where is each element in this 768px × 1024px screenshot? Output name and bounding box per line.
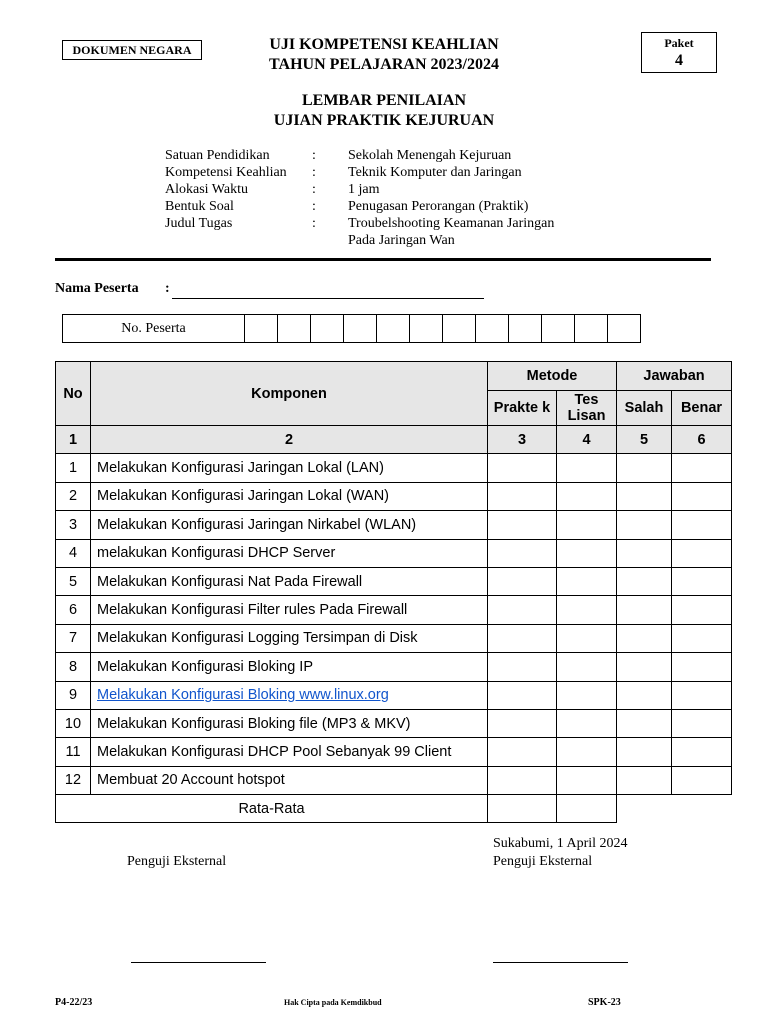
no-peserta-digit-box[interactable]: [542, 315, 575, 343]
cell-salah[interactable]: [617, 511, 672, 539]
header-salah: Salah: [617, 391, 672, 426]
cell-praktek[interactable]: [488, 624, 557, 652]
header-komponen: Komponen: [91, 362, 488, 426]
info-colon: :: [312, 182, 316, 197]
info-row: [165, 164, 608, 181]
header-metode: Metode: [488, 362, 617, 391]
rata-rata-label: Rata-Rata: [56, 795, 488, 823]
exam-title-line2: TAHUN PELAJARAN 2023/2024: [269, 56, 499, 73]
info-row: [165, 232, 608, 249]
right-signature-line[interactable]: [493, 962, 628, 963]
cell-tes-lisan[interactable]: [557, 624, 617, 652]
header-praktek: Prakte k: [488, 391, 557, 426]
right-signer-role: Penguji Eksternal: [493, 854, 593, 869]
info-block: [165, 147, 608, 249]
info-colon: :: [312, 165, 316, 180]
no-peserta-digit-box[interactable]: [410, 315, 443, 343]
cell-tes-lisan[interactable]: [557, 454, 617, 482]
cell-salah[interactable]: [617, 539, 672, 567]
row-number: 10: [56, 709, 91, 737]
table-row: [56, 539, 732, 567]
table-row: [56, 596, 732, 624]
table-row: [56, 653, 732, 681]
row-komponen: Melakukan Konfigurasi Filter rules Pada Firewall: [91, 596, 488, 624]
row-number: 8: [56, 653, 91, 681]
no-peserta-digit-box[interactable]: [608, 315, 641, 343]
row-number: 5: [56, 567, 91, 595]
table-row: [56, 567, 732, 595]
header-jawaban: Jawaban: [617, 362, 732, 391]
cell-rata-praktek[interactable]: [488, 795, 557, 823]
no-peserta-digit-box[interactable]: [245, 315, 278, 343]
no-peserta-digit-box[interactable]: [443, 315, 476, 343]
row-komponen: Melakukan Konfigurasi DHCP Pool Sebanyak 99 Client: [91, 738, 488, 766]
cell-tes-lisan[interactable]: [557, 653, 617, 681]
table-row: [56, 624, 732, 652]
table-row: [56, 482, 732, 510]
footer-code-right: SPK-23: [588, 997, 621, 1008]
no-peserta-digit-box[interactable]: [278, 315, 311, 343]
cell-praktek[interactable]: [488, 596, 557, 624]
cell-praktek[interactable]: [488, 567, 557, 595]
row-komponen: Melakukan Konfigurasi Jaringan Lokal (WAN): [91, 482, 488, 510]
paket-number: 4: [675, 52, 683, 69]
cell-praktek[interactable]: [488, 709, 557, 737]
row-number: 4: [56, 539, 91, 567]
table-row: [56, 766, 732, 794]
cell-tes-lisan[interactable]: [557, 709, 617, 737]
place-date: Sukabumi, 1 April 2024: [493, 836, 628, 851]
cell-benar[interactable]: [672, 766, 732, 794]
info-label: Kompetensi Keahlian: [165, 165, 287, 180]
cell-praktek[interactable]: [488, 511, 557, 539]
cell-praktek[interactable]: [488, 653, 557, 681]
info-label: [165, 232, 312, 249]
row-komponen: Melakukan Konfigurasi Jaringan Nirkabel (WLAN): [91, 511, 488, 539]
cell-praktek[interactable]: [488, 539, 557, 567]
table-row: [56, 511, 732, 539]
info-label: Satuan Pendidikan: [165, 148, 270, 163]
row-komponen: Melakukan Konfigurasi Bloking IP: [91, 653, 488, 681]
info-colon: :: [312, 199, 316, 214]
column-number: 1: [56, 426, 91, 454]
cell-praktek[interactable]: [488, 766, 557, 794]
info-row: [165, 181, 608, 198]
info-colon: :: [312, 216, 316, 231]
row-komponen: Melakukan Konfigurasi Logging Tersimpan di Disk: [91, 624, 488, 652]
cell-benar[interactable]: [672, 567, 732, 595]
cell-praktek[interactable]: [488, 681, 557, 709]
cell-benar[interactable]: [672, 482, 732, 510]
cell-salah[interactable]: [617, 482, 672, 510]
column-number: 3: [488, 426, 557, 454]
header-tes-lisan: Tes Lisan: [557, 391, 617, 426]
cell-rata-tes-lisan[interactable]: [557, 795, 617, 823]
column-number: 2: [91, 426, 488, 454]
row-komponen: Melakukan Konfigurasi Nat Pada Firewall: [91, 567, 488, 595]
no-peserta-digit-box[interactable]: [377, 315, 410, 343]
cell-benar[interactable]: [672, 511, 732, 539]
no-peserta-digit-box[interactable]: [476, 315, 509, 343]
nama-peserta-label: Nama Peserta: [55, 281, 139, 296]
exam-title: [180, 35, 588, 75]
divider: [55, 258, 711, 261]
row-komponen: [91, 681, 488, 709]
column-number: 6: [672, 426, 732, 454]
cell-tes-lisan[interactable]: [557, 766, 617, 794]
cell-salah[interactable]: [617, 454, 672, 482]
rata-rata-row: [56, 795, 732, 823]
cell-benar[interactable]: [672, 653, 732, 681]
info-value: Sekolah Menengah Kejuruan: [348, 148, 512, 163]
footer-code-left: P4-22/23: [55, 997, 93, 1008]
footer-copyright: Hak Cipta pada Kemdikbud: [284, 998, 382, 1007]
table-row: [56, 681, 732, 709]
row-number: 2: [56, 482, 91, 510]
empty-cell: [617, 795, 732, 823]
column-number: 5: [617, 426, 672, 454]
dokumen-negara-label: DOKUMEN NEGARA: [62, 40, 202, 60]
info-value: 1 jam: [348, 182, 380, 197]
nama-peserta-field[interactable]: [172, 298, 484, 299]
cell-benar[interactable]: [672, 454, 732, 482]
no-peserta-label: No. Peserta: [63, 315, 245, 343]
info-value: Pada Jaringan Wan: [348, 233, 455, 248]
info-label: Judul Tugas: [165, 216, 233, 231]
paket-label: Paket: [664, 36, 694, 50]
row-number: 6: [56, 596, 91, 624]
sheet-title-line1: LEMBAR PENILAIAN: [301, 92, 466, 109]
cell-salah[interactable]: [617, 766, 672, 794]
cell-benar[interactable]: [672, 539, 732, 567]
paket-box: [641, 32, 717, 73]
cell-salah[interactable]: [617, 567, 672, 595]
header-no: No: [56, 362, 91, 426]
no-peserta-digit-box[interactable]: [311, 315, 344, 343]
row-number: 12: [56, 766, 91, 794]
cell-praktek[interactable]: [488, 738, 557, 766]
info-row: [165, 215, 608, 232]
row-komponen: Membuat 20 Account hotspot: [91, 766, 488, 794]
left-signer-role: Penguji Eksternal: [127, 854, 227, 869]
cell-tes-lisan[interactable]: [557, 567, 617, 595]
table-row: [56, 454, 732, 482]
left-signature-line[interactable]: [131, 962, 266, 963]
nama-peserta-colon: :: [165, 281, 170, 296]
info-label: Bentuk Soal: [165, 199, 234, 214]
cell-salah[interactable]: [617, 738, 672, 766]
info-value: Penugasan Perorangan (Praktik): [348, 199, 529, 214]
no-peserta-grid: [62, 314, 641, 343]
no-peserta-digit-box[interactable]: [509, 315, 542, 343]
info-value: Troubelshooting Keamanan Jaringan: [348, 216, 555, 231]
cell-salah[interactable]: [617, 653, 672, 681]
exam-title-line1: UJI KOMPETENSI KEAHLIAN: [269, 36, 499, 53]
cell-benar[interactable]: [672, 681, 732, 709]
info-colon: [312, 232, 348, 249]
row-number: 1: [56, 454, 91, 482]
cell-benar[interactable]: [672, 596, 732, 624]
cell-salah[interactable]: [617, 681, 672, 709]
assessment-table: [55, 361, 732, 823]
info-row: [165, 198, 608, 215]
cell-salah[interactable]: [617, 624, 672, 652]
header-benar: Benar: [672, 391, 732, 426]
cell-tes-lisan[interactable]: [557, 482, 617, 510]
cell-benar[interactable]: [672, 709, 732, 737]
info-value: Teknik Komputer dan Jaringan: [348, 165, 522, 180]
cell-salah[interactable]: [617, 596, 672, 624]
row-number: 3: [56, 511, 91, 539]
row-komponen: Melakukan Konfigurasi Jaringan Lokal (LAN): [91, 454, 488, 482]
table-row: [56, 738, 732, 766]
column-number: 4: [557, 426, 617, 454]
komponen-link[interactable]: Melakukan Konfigurasi Bloking www.linux.org: [97, 687, 389, 704]
cell-tes-lisan[interactable]: [557, 681, 617, 709]
row-komponen: Melakukan Konfigurasi Bloking file (MP3 & MKV): [91, 709, 488, 737]
table-row: [56, 709, 732, 737]
row-komponen: melakukan Konfigurasi DHCP Server: [91, 539, 488, 567]
sheet-title: [180, 91, 588, 131]
cell-tes-lisan[interactable]: [557, 539, 617, 567]
sheet-title-line2: UJIAN PRAKTIK KEJURUAN: [273, 112, 495, 129]
cell-benar[interactable]: [672, 624, 732, 652]
row-number: 7: [56, 624, 91, 652]
row-number: 9: [56, 681, 91, 709]
row-number: 11: [56, 738, 91, 766]
cell-praktek[interactable]: [488, 482, 557, 510]
cell-praktek[interactable]: [488, 454, 557, 482]
no-peserta-digit-box[interactable]: [344, 315, 377, 343]
cell-tes-lisan[interactable]: [557, 596, 617, 624]
cell-tes-lisan[interactable]: [557, 511, 617, 539]
cell-salah[interactable]: [617, 709, 672, 737]
info-label: Alokasi Waktu: [165, 182, 248, 197]
column-number-row: [56, 426, 732, 454]
info-row: [165, 147, 608, 164]
info-colon: :: [312, 148, 316, 163]
cell-benar[interactable]: [672, 738, 732, 766]
cell-tes-lisan[interactable]: [557, 738, 617, 766]
no-peserta-digit-box[interactable]: [575, 315, 608, 343]
